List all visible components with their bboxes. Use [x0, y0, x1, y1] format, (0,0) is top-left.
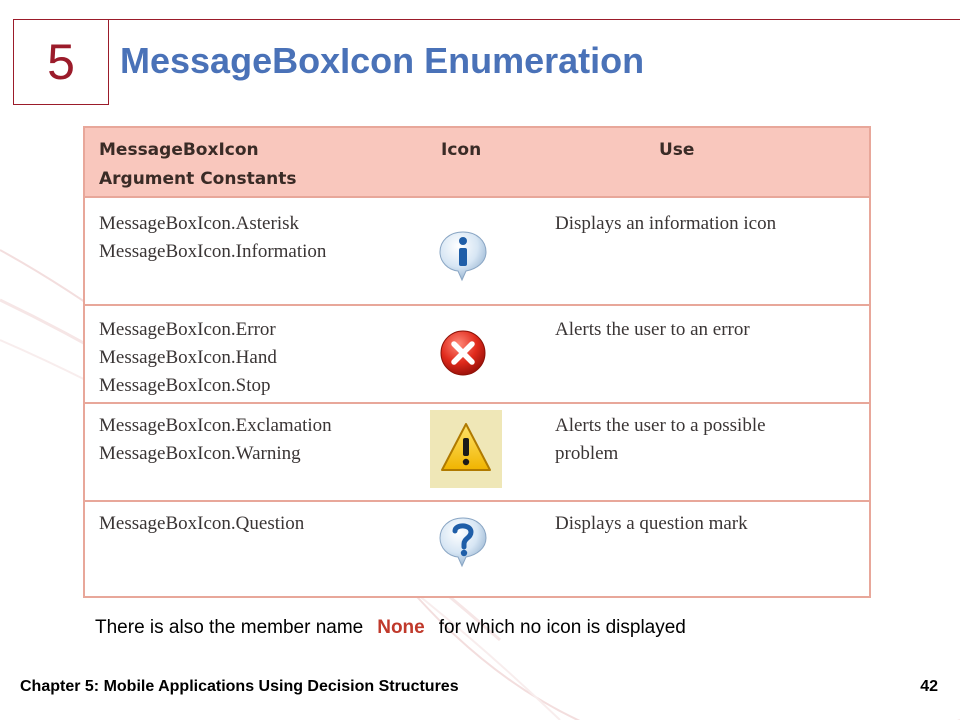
row-use — [555, 412, 766, 468]
table-row — [85, 500, 869, 596]
footnote-before: There is also the member name — [95, 617, 364, 638]
row-constants — [99, 412, 332, 468]
enum-table — [83, 126, 871, 598]
header-constants-line2: Argument Constants — [99, 169, 297, 189]
constant-name: MessageBoxIcon.Error — [99, 319, 276, 340]
constant-name: MessageBoxIcon.Asterisk — [99, 213, 299, 234]
row-constants — [99, 316, 277, 400]
use-line: Alerts the user to an error — [555, 319, 750, 340]
footnote-after: for which no icon is displayed — [438, 617, 686, 638]
constant-name: MessageBoxIcon.Warning — [99, 443, 301, 464]
row-constants — [99, 210, 326, 266]
footer-chapter-title: Chapter 5: Mobile Applications Using Decision Structures — [20, 678, 459, 695]
error-icon — [438, 328, 488, 383]
row-constants — [99, 510, 304, 538]
chapter-number: 5 — [47, 34, 75, 90]
header-constants — [99, 136, 297, 194]
information-icon — [436, 228, 490, 287]
row-use — [555, 510, 748, 538]
constant-name: MessageBoxIcon.Question — [99, 513, 305, 534]
table-row — [85, 196, 869, 304]
row-use — [555, 210, 776, 238]
constant-name: MessageBoxIcon.Information — [99, 241, 327, 262]
footer-page-number: 42 — [920, 678, 938, 695]
top-rule — [108, 19, 960, 20]
constant-name: MessageBoxIcon.Exclamation — [99, 415, 332, 436]
row-use — [555, 316, 750, 344]
footnote — [95, 617, 686, 639]
chapter-number-box — [13, 19, 109, 105]
table-header — [85, 128, 869, 196]
use-line: Displays a question mark — [555, 513, 748, 534]
header-constants-line1: MessageBoxIcon — [99, 140, 259, 160]
table-row — [85, 402, 869, 500]
use-line: problem — [555, 443, 619, 464]
constant-name: MessageBoxIcon.Stop — [99, 375, 271, 396]
use-line: Displays an information icon — [555, 213, 777, 234]
table-row — [85, 304, 869, 402]
header-use: Use — [659, 140, 695, 160]
question-icon — [436, 514, 490, 573]
use-line: Alerts the user to a possible — [555, 415, 766, 436]
header-icon: Icon — [441, 140, 482, 160]
footnote-keyword: None — [377, 617, 425, 638]
slide-title: MessageBoxIcon Enumeration — [120, 40, 645, 81]
constant-name: MessageBoxIcon.Hand — [99, 347, 277, 368]
warning-icon — [430, 410, 502, 493]
